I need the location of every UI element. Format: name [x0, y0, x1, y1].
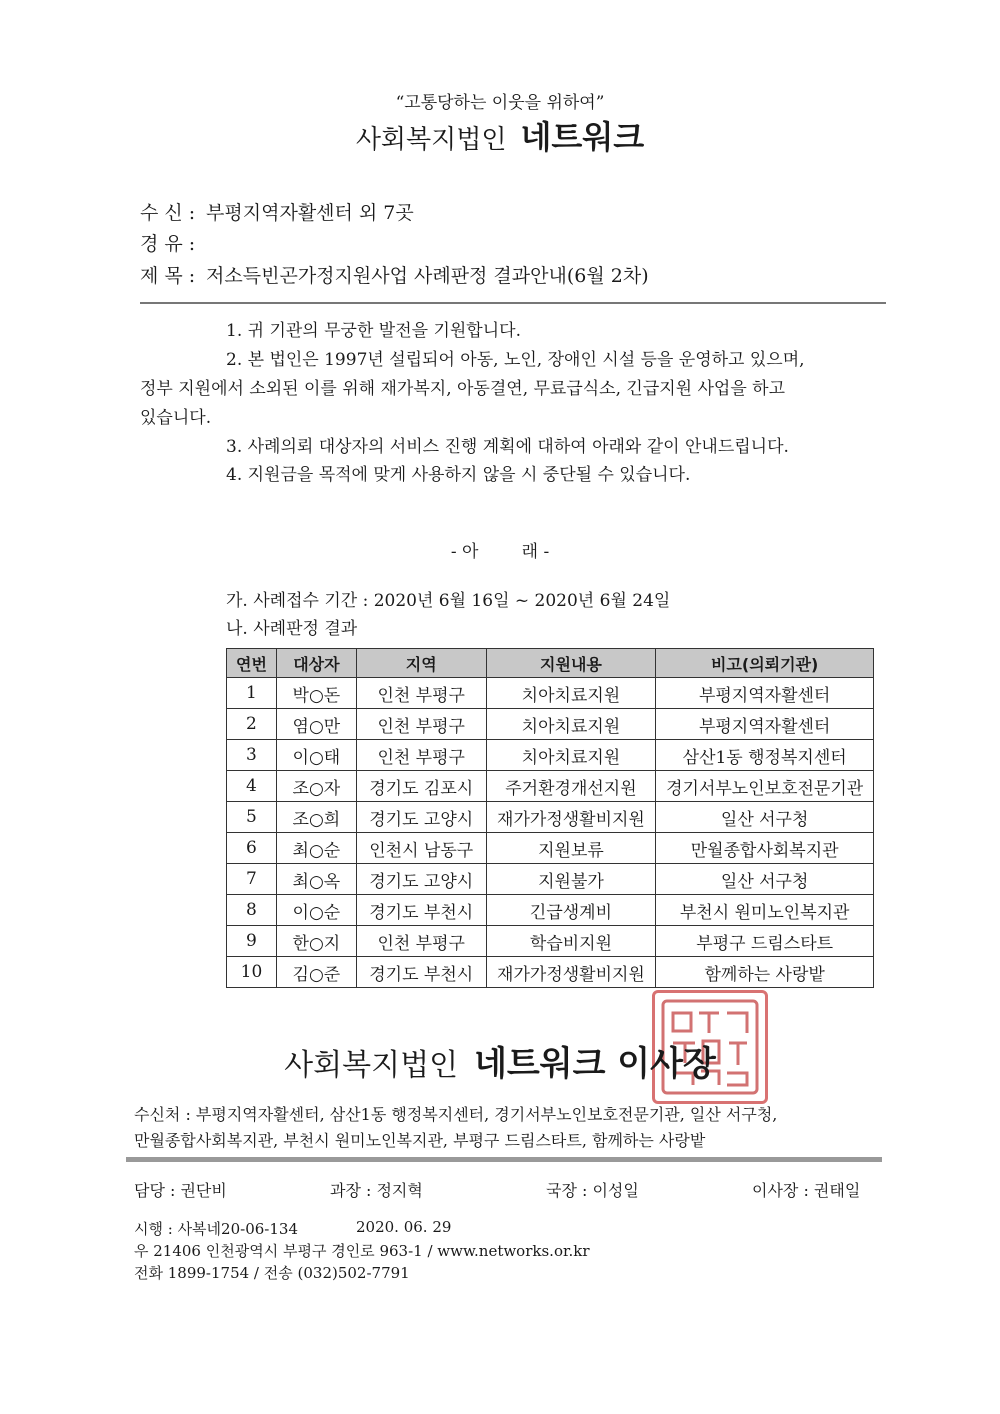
org-prefix: 사회복지법인	[355, 125, 507, 155]
period-line: 가. 사례접수 기간 : 2020년 6월 16일 ~ 2020년 6월 24일	[226, 591, 671, 611]
col-header-support: 지원내용	[486, 649, 656, 678]
subject-row	[140, 261, 649, 288]
cell-support: 긴급생계비	[486, 895, 656, 926]
cell-number: 5	[227, 802, 277, 833]
cell-support: 학습비지원	[486, 926, 656, 957]
cell-region: 경기도 부천시	[356, 957, 486, 988]
subject-label: 제 목 :	[140, 265, 196, 287]
cell-region: 경기도 김포시	[356, 771, 486, 802]
paragraph-2b: 정부 지원에서 소외된 이를 위해 재가복지, 아동결연, 무료급식소, 긴급지원 사업을 하고	[140, 379, 786, 399]
col-header-number: 연번	[227, 649, 277, 678]
cell-remarks: 부평구 드림스타트	[656, 926, 874, 957]
table-row	[227, 864, 874, 895]
cell-remarks: 만월종합사회복지관	[656, 833, 874, 864]
director-sign: 국장 : 이성일	[546, 1181, 639, 1200]
footer-org-prefix: 사회복지법인	[284, 1048, 459, 1083]
recipient-row	[140, 198, 414, 225]
cell-person: 박○돈	[276, 678, 356, 709]
cell-support: 주거환경개선지원	[486, 771, 656, 802]
cell-support: 치아치료지원	[486, 740, 656, 771]
table-row	[227, 957, 874, 988]
cell-support: 지원불가	[486, 864, 656, 895]
cell-number: 9	[227, 926, 277, 957]
cell-region: 경기도 고양시	[356, 802, 486, 833]
col-header-region: 지역	[356, 649, 486, 678]
cell-support: 치아치료지원	[486, 709, 656, 740]
cell-number: 3	[227, 740, 277, 771]
cell-person: 조○자	[276, 771, 356, 802]
cell-person: 한○지	[276, 926, 356, 957]
cell-remarks: 일산 서구청	[656, 864, 874, 895]
cell-support: 재가가정생활비지원	[486, 957, 656, 988]
table-row	[227, 740, 874, 771]
cell-person: 조○희	[276, 802, 356, 833]
chairman-sign: 이사장 : 권태일	[752, 1181, 861, 1200]
table-row	[227, 833, 874, 864]
org-title	[0, 112, 1000, 158]
table-header-row	[227, 649, 874, 678]
cell-number: 10	[227, 957, 277, 988]
cell-person: 최○옥	[276, 864, 356, 895]
cell-remarks: 일산 서구청	[656, 802, 874, 833]
table-row	[227, 895, 874, 926]
paragraph-2c: 있습니다.	[140, 408, 212, 428]
cell-support: 지원보류	[486, 833, 656, 864]
table-row	[227, 678, 874, 709]
footer-divider	[126, 1157, 882, 1162]
cell-support: 재가가정생활비지원	[486, 802, 656, 833]
table-row	[227, 709, 874, 740]
cell-person: 김○준	[276, 957, 356, 988]
cell-person: 최○순	[276, 833, 356, 864]
cell-person: 이○순	[276, 895, 356, 926]
cell-person: 염○만	[276, 709, 356, 740]
result-table	[226, 648, 874, 988]
doc-number: 시행 : 사복네20-06-134	[134, 1220, 298, 1238]
cell-support: 치아치료지원	[486, 678, 656, 709]
result-title: 나. 사례판정 결과	[226, 619, 358, 639]
cell-remarks: 경기서부노인보호전문기관	[656, 771, 874, 802]
cell-remarks: 부평지역자활센터	[656, 678, 874, 709]
recipients-line-2: 만월종합사회복지관, 부천시 원미노인복지관, 부평구 드림스타트, 함께하는 사랑밭	[134, 1131, 706, 1150]
cell-region: 경기도 고양시	[356, 864, 486, 895]
footer-org-title	[0, 1036, 1000, 1085]
header-divider	[140, 302, 886, 304]
recipients-line-1: 수신처 : 부평지역자활센터, 삼산1동 행정복지센터, 경기서부노인보호전문기관, 일산 서구청,	[134, 1105, 778, 1124]
cell-remarks: 삼산1동 행정복지센터	[656, 740, 874, 771]
doc-date: 2020. 06. 29	[356, 1218, 452, 1236]
cell-remarks: 부천시 원미노인복지관	[656, 895, 874, 926]
cell-region: 인천 부평구	[356, 678, 486, 709]
slogan: “고통당하는 이웃을 위하여”	[395, 93, 605, 113]
cell-number: 2	[227, 709, 277, 740]
paragraph-1: 1. 귀 기관의 무궁한 발전을 기원합니다.	[226, 321, 521, 341]
org-name: 네트워크	[520, 118, 645, 156]
cell-remarks: 부평지역자활센터	[656, 709, 874, 740]
phone-line: 전화 1899-1754 / 전송 (032)502-7791	[134, 1264, 410, 1282]
cell-number: 1	[227, 678, 277, 709]
cell-number: 8	[227, 895, 277, 926]
cell-number: 4	[227, 771, 277, 802]
cell-remarks: 함께하는 사랑밭	[656, 957, 874, 988]
col-header-remarks: 비고(의뢰기관)	[656, 649, 874, 678]
subject-value: 저소득빈곤가정지원사업 사례판정 결과안내(6월 2차)	[206, 265, 649, 287]
cell-person: 이○태	[276, 740, 356, 771]
cell-region: 인천 부평구	[356, 926, 486, 957]
paragraph-4: 4. 지원금을 목적에 맞게 사용하지 않을 시 중단될 수 있습니다.	[226, 465, 691, 485]
section-title: - 아 래 -	[450, 542, 550, 562]
table-row	[227, 771, 874, 802]
manager-sign: 과장 : 정지혁	[330, 1181, 423, 1200]
recipient-value: 부평지역자활센터 외 7곳	[206, 202, 414, 224]
footer-org-name: 네트워크 이사장	[474, 1044, 716, 1084]
cell-region: 인천 부평구	[356, 740, 486, 771]
via-row	[140, 229, 200, 256]
table-row	[227, 926, 874, 957]
cell-region: 경기도 부천시	[356, 895, 486, 926]
address-line: 우 21406 인천광역시 부평구 경인로 963-1 / www.networks.or.kr	[134, 1242, 590, 1260]
paragraph-3: 3. 사례의뢰 대상자의 서비스 진행 계획에 대하여 아래와 같이 안내드립니다.	[226, 437, 789, 457]
recipient-label: 수 신 :	[140, 202, 196, 224]
table-row	[227, 802, 874, 833]
col-header-person: 대상자	[276, 649, 356, 678]
cell-number: 6	[227, 833, 277, 864]
via-label: 경 유 :	[140, 233, 196, 255]
cell-number: 7	[227, 864, 277, 895]
cell-region: 인천시 남동구	[356, 833, 486, 864]
staff-sign: 담당 : 권단비	[134, 1181, 227, 1200]
paragraph-2a: 2. 본 법인은 1997년 설립되어 아동, 노인, 장애인 시설 등을 운영하고 있으며,	[226, 350, 805, 370]
cell-region: 인천 부평구	[356, 709, 486, 740]
